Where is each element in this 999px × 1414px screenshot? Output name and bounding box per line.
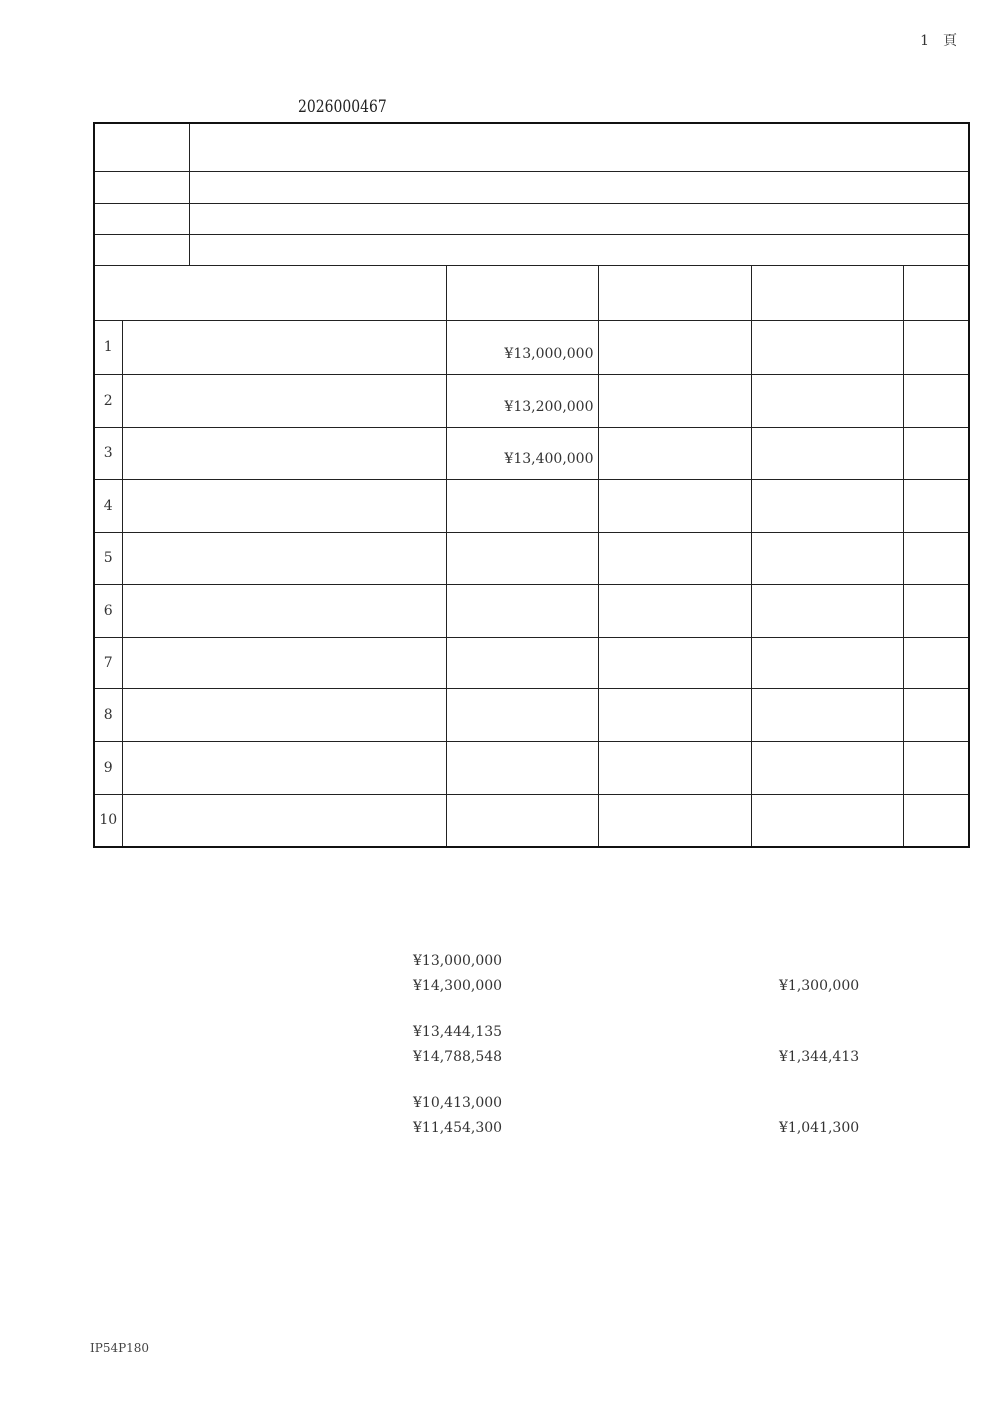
tax-included-amount: ¥11,454,300 bbox=[413, 1120, 503, 1136]
bidder-row bbox=[94, 741, 969, 794]
bidder-name bbox=[122, 584, 446, 637]
bidder-row bbox=[94, 427, 969, 479]
info-row-place bbox=[94, 171, 969, 203]
round3-amount bbox=[751, 427, 903, 479]
round2-amount bbox=[598, 794, 751, 847]
info-row-period bbox=[94, 203, 969, 234]
bidder-row bbox=[94, 688, 969, 741]
opening-time bbox=[688, 97, 799, 122]
bidder-row bbox=[94, 794, 969, 847]
place-value bbox=[189, 171, 969, 203]
page-number: 1 頁 bbox=[920, 33, 957, 49]
tax-excluded-label bbox=[287, 1024, 367, 1045]
round3-amount bbox=[751, 794, 903, 847]
period-value bbox=[189, 203, 969, 234]
round1-amount bbox=[446, 532, 598, 584]
project-value bbox=[189, 123, 969, 171]
round3-amount bbox=[751, 479, 903, 532]
period-label bbox=[94, 203, 189, 234]
bidder-remark bbox=[903, 794, 969, 847]
tax-included-label bbox=[287, 1049, 367, 1070]
bidder-remark bbox=[903, 479, 969, 532]
round1-amount bbox=[446, 479, 598, 532]
bidder-number: 4 bbox=[94, 479, 122, 532]
bidder-row bbox=[94, 637, 969, 688]
winner-value bbox=[168, 885, 568, 906]
winner-label bbox=[97, 862, 217, 883]
contract-label bbox=[222, 97, 290, 122]
remarks-column-header bbox=[903, 265, 969, 320]
info-row-project bbox=[94, 123, 969, 171]
bidder-remark bbox=[903, 320, 969, 374]
consumption-tax-amount: ¥1,344,413 bbox=[779, 1049, 860, 1065]
bidder-row bbox=[94, 374, 969, 427]
bidder-row bbox=[94, 320, 969, 374]
round2-amount bbox=[598, 741, 751, 794]
round3-amount bbox=[751, 637, 903, 688]
bidder-number: 1 bbox=[94, 320, 122, 374]
round2-amount bbox=[598, 479, 751, 532]
consumption-tax-label bbox=[573, 1049, 693, 1070]
form-code: IP54P180 bbox=[90, 1341, 150, 1355]
round1-amount bbox=[446, 741, 598, 794]
page-title bbox=[0, 40, 999, 97]
round1-column-header bbox=[446, 265, 598, 320]
round3-amount bbox=[751, 374, 903, 427]
tax-excluded-label bbox=[287, 1095, 367, 1116]
bidder-remark bbox=[903, 741, 969, 794]
consumption-tax-amount: ¥1,041,300 bbox=[779, 1120, 860, 1136]
column-header-row bbox=[94, 265, 969, 320]
method-value bbox=[189, 234, 969, 265]
consumption-tax-label bbox=[573, 1120, 693, 1141]
summary-label bbox=[97, 1024, 197, 1045]
place-label bbox=[94, 171, 189, 203]
fiscal-year bbox=[97, 97, 181, 122]
tax-excluded-label bbox=[287, 953, 367, 974]
date-label bbox=[418, 97, 486, 122]
round3-amount bbox=[751, 532, 903, 584]
bidder-remark bbox=[903, 532, 969, 584]
tax-excluded-amount: ¥13,444,135 bbox=[413, 1024, 503, 1040]
summary-label bbox=[97, 1095, 237, 1116]
round1-amount bbox=[446, 637, 598, 688]
round1-amount: ¥13,400,000 bbox=[446, 427, 598, 479]
bidder-number: 6 bbox=[94, 584, 122, 637]
bidder-name bbox=[122, 794, 446, 847]
bidder-name bbox=[122, 320, 446, 374]
round1-amount: ¥13,000,000 bbox=[446, 320, 598, 374]
bidder-name bbox=[122, 427, 446, 479]
note-text bbox=[97, 1229, 197, 1250]
round3-amount bbox=[751, 584, 903, 637]
round3-amount bbox=[751, 688, 903, 741]
round3-column-header bbox=[751, 265, 903, 320]
round1-amount: ¥13,200,000 bbox=[446, 374, 598, 427]
bidder-name bbox=[122, 688, 446, 741]
round2-amount bbox=[598, 320, 751, 374]
bidder-name bbox=[122, 374, 446, 427]
round2-amount bbox=[598, 637, 751, 688]
info-row-method bbox=[94, 234, 969, 265]
tax-excluded-amount: ¥10,413,000 bbox=[413, 1095, 503, 1111]
project-label bbox=[94, 123, 189, 171]
consumption-tax-amount: ¥1,300,000 bbox=[779, 978, 860, 994]
bidder-number: 3 bbox=[94, 427, 122, 479]
round2-amount bbox=[598, 584, 751, 637]
round2-amount bbox=[598, 374, 751, 427]
contract-number: 2026000467 bbox=[298, 97, 387, 117]
opening-date bbox=[490, 97, 629, 122]
bidder-number: 7 bbox=[94, 637, 122, 688]
round3-amount bbox=[751, 741, 903, 794]
bid-table bbox=[93, 122, 970, 848]
round1-amount bbox=[446, 584, 598, 637]
tax-included-label bbox=[287, 1120, 367, 1141]
bidder-number: 10 bbox=[94, 794, 122, 847]
bidder-row bbox=[94, 532, 969, 584]
bidder-remark bbox=[903, 584, 969, 637]
bidder-number: 5 bbox=[94, 532, 122, 584]
tax-excluded-amount: ¥13,000,000 bbox=[413, 953, 503, 969]
bidder-remark bbox=[903, 688, 969, 741]
round3-amount bbox=[751, 320, 903, 374]
bidder-name bbox=[122, 637, 446, 688]
bidder-column-header bbox=[94, 265, 446, 320]
bidder-row bbox=[94, 584, 969, 637]
round1-amount bbox=[446, 688, 598, 741]
tax-included-amount: ¥14,300,000 bbox=[413, 978, 503, 994]
round2-amount bbox=[598, 688, 751, 741]
method-label bbox=[94, 234, 189, 265]
bidder-remark bbox=[903, 427, 969, 479]
bidder-number: 2 bbox=[94, 374, 122, 427]
bidder-number: 9 bbox=[94, 741, 122, 794]
round2-amount bbox=[598, 427, 751, 479]
bidder-name bbox=[122, 532, 446, 584]
round2-column-header bbox=[598, 265, 751, 320]
round2-amount bbox=[598, 532, 751, 584]
bidder-number: 8 bbox=[94, 688, 122, 741]
bidder-name bbox=[122, 479, 446, 532]
bidder-row bbox=[94, 479, 969, 532]
consumption-tax-label bbox=[573, 978, 693, 999]
bidder-remark bbox=[903, 374, 969, 427]
round1-amount bbox=[446, 794, 598, 847]
tax-included-label bbox=[287, 978, 367, 999]
summary-label bbox=[97, 953, 197, 974]
tax-included-amount: ¥14,788,548 bbox=[413, 1049, 503, 1065]
bidder-name bbox=[122, 741, 446, 794]
bidder-remark bbox=[903, 637, 969, 688]
